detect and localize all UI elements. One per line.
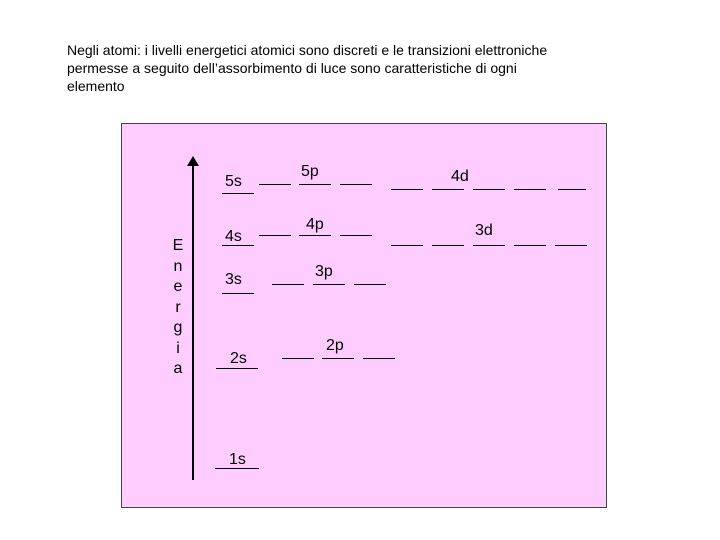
energy-axis-arrow-icon [187,156,199,166]
orbital-label-3p: 3p [315,263,333,280]
orbital-label-1s: 1s [229,451,246,468]
energy-letter: g [173,319,183,336]
orbital-label-4d: 4d [451,168,469,185]
orbital-5p [299,184,331,185]
energy-letter: a [173,360,183,377]
intro-line-1: Negli atomi: i livelli energetici atomici sono discreti e le transizioni elettroniche [67,42,548,58]
orbital-label-5p: 5p [301,163,319,180]
orbital-4s [222,245,254,246]
orbital-3d [432,245,464,246]
orbital-2p [322,358,354,359]
orbital-3p [313,284,345,285]
orbital-5s [222,193,254,194]
orbital-label-2p: 2p [326,337,344,354]
orbital-label-4p: 4p [306,216,324,233]
orbital-3s [222,293,254,294]
energy-axis-label [168,236,188,380]
orbital-3d [391,245,423,246]
intro-text [67,41,647,95]
energy-axis [192,160,194,480]
energy-letter: E [172,237,184,254]
orbital-label-3s: 3s [225,271,242,288]
energy-letter: i [176,339,180,357]
orbital-3p [272,284,304,285]
orbital-3p [354,284,386,285]
orbital-4p [340,235,372,236]
orbital-3d [555,245,587,246]
energy-letter: r [175,298,181,316]
orbital-5p [259,184,291,185]
orbital-4d [514,189,546,190]
orbital-label-3d: 3d [475,222,493,239]
orbital-label-2s: 2s [230,350,247,367]
energy-letter: e [173,278,183,295]
orbital-4p [299,235,331,236]
orbital-4d [558,189,586,190]
intro-line-3: elemento [67,78,125,94]
orbital-label-5s: 5s [225,173,242,190]
orbital-4d [473,189,505,190]
orbital-4d [432,189,464,190]
orbital-label-4s: 4s [225,228,242,245]
orbital-3d [473,245,505,246]
orbital-5p [340,184,372,185]
orbital-4d [391,189,423,190]
orbital-1s [215,468,259,469]
orbital-2p [282,358,314,359]
orbital-3d [514,245,546,246]
orbital-2p [363,358,395,359]
orbital-2s [216,368,258,369]
intro-line-2: permesse a seguito dell’assorbimento di luce sono caratteristiche di ogni [67,60,517,76]
orbital-4p [259,235,291,236]
energy-letter: n [173,257,183,275]
